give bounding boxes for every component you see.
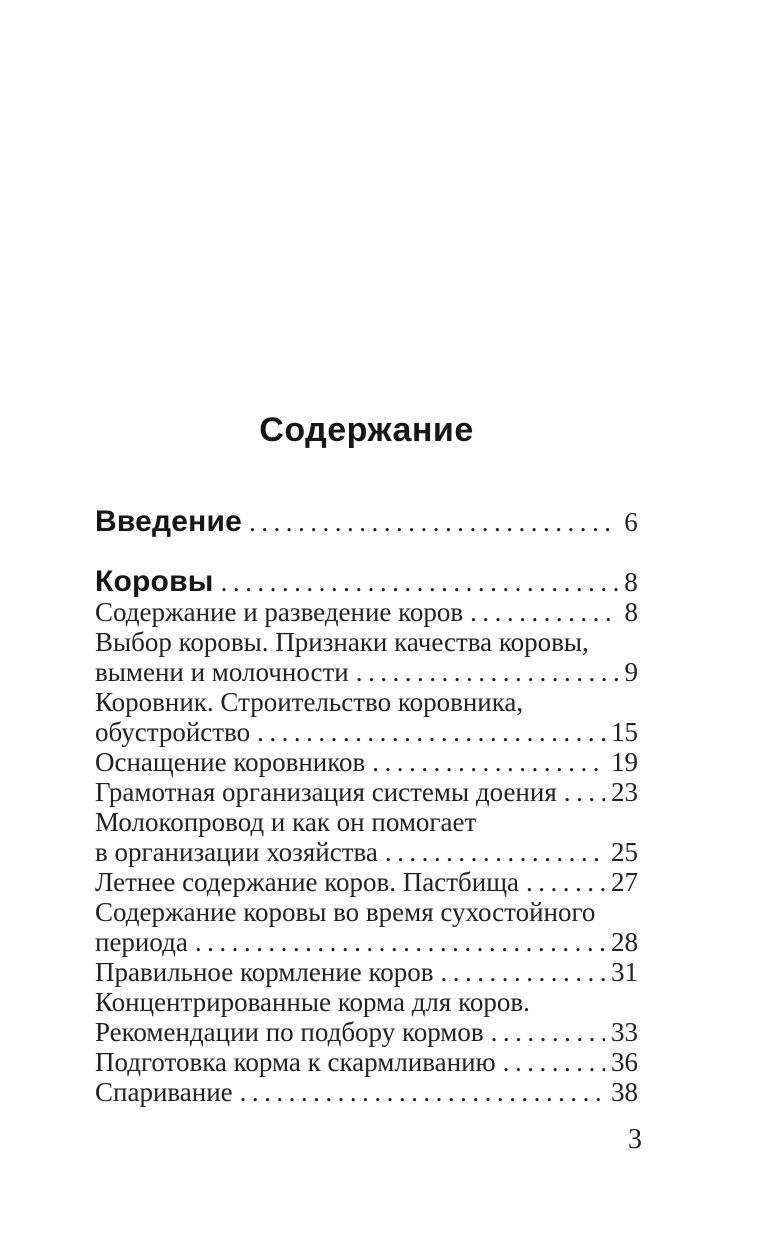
toc-line bbox=[95, 807, 638, 837]
toc-page-number: 15 bbox=[611, 717, 638, 747]
toc-entry bbox=[95, 867, 638, 897]
toc-entry bbox=[95, 567, 638, 597]
toc-page-number: 6 bbox=[624, 507, 638, 537]
toc-entry bbox=[95, 897, 638, 957]
toc-entry bbox=[95, 807, 638, 867]
toc-entry-title: Грамотная организация системы доения bbox=[95, 777, 557, 807]
folio-page-number: 3 bbox=[628, 1124, 642, 1155]
toc-list bbox=[95, 507, 638, 1107]
dot-leader bbox=[195, 927, 605, 957]
toc-entry-title: Оснащение коровников bbox=[95, 747, 366, 777]
dot-leader bbox=[385, 837, 605, 867]
toc-entry bbox=[95, 597, 638, 627]
toc-page-number: 19 bbox=[611, 747, 638, 777]
toc-page-number: 8 bbox=[624, 597, 638, 627]
toc-line bbox=[95, 687, 638, 717]
toc-page-number: 9 bbox=[624, 657, 638, 687]
toc-line bbox=[95, 717, 638, 747]
toc-line bbox=[95, 927, 638, 957]
toc-line bbox=[95, 987, 638, 1017]
toc-line bbox=[95, 597, 638, 627]
toc-entry bbox=[95, 747, 638, 777]
toc-entry-title: обустройство bbox=[95, 717, 251, 747]
dot-leader bbox=[503, 1047, 605, 1077]
toc-line bbox=[95, 567, 638, 597]
toc-line bbox=[95, 1047, 638, 1077]
toc-entry-title: Содержание и разведение коров bbox=[95, 597, 464, 627]
toc-line bbox=[95, 627, 638, 657]
toc-line bbox=[95, 897, 638, 927]
toc-page-number: 33 bbox=[611, 1017, 638, 1047]
toc-entry-title: Выбор коровы. Признаки качества коровы, bbox=[95, 627, 589, 657]
toc-entry-title: Подготовка корма к скармливанию bbox=[95, 1047, 496, 1077]
toc-page-number: 27 bbox=[611, 867, 638, 897]
toc-entry bbox=[95, 777, 638, 807]
dot-leader bbox=[257, 717, 605, 747]
toc-entry-title: Коровник. Строительство коровника, bbox=[95, 687, 524, 717]
dot-leader bbox=[356, 657, 619, 687]
toc-line bbox=[95, 837, 638, 867]
toc-line bbox=[95, 777, 638, 807]
toc-entry-title: Правильное кормление коров bbox=[95, 957, 434, 987]
toc-entry-title: Рекомендации по подбору кормов bbox=[95, 1017, 484, 1047]
toc-page-number: 25 bbox=[611, 837, 638, 867]
toc-line bbox=[95, 747, 638, 777]
toc-entry-title: Спаривание bbox=[95, 1077, 233, 1107]
dot-leader bbox=[441, 957, 606, 987]
toc-line bbox=[95, 1017, 638, 1047]
toc-entry bbox=[95, 687, 638, 747]
dot-leader bbox=[491, 1017, 605, 1047]
toc-page-number: 8 bbox=[624, 567, 638, 597]
toc-entry-title: периода bbox=[95, 927, 188, 957]
dot-leader bbox=[372, 747, 605, 777]
toc-entry bbox=[95, 1047, 638, 1077]
dot-leader bbox=[526, 867, 605, 897]
toc-page-number: 28 bbox=[611, 927, 638, 957]
toc-entry bbox=[95, 987, 638, 1047]
toc-line bbox=[95, 957, 638, 987]
dot-leader bbox=[564, 777, 605, 807]
toc-entry-title: Летнее содержание коров. Пастбища bbox=[95, 867, 519, 897]
toc-page-number: 23 bbox=[611, 777, 638, 807]
toc-line bbox=[95, 867, 638, 897]
toc-entry-title: вымени и молочности bbox=[95, 657, 349, 687]
toc-entry-title: Молокопровод и как он помогает bbox=[95, 807, 477, 837]
page-title: Содержание bbox=[259, 411, 474, 449]
toc-entry-title: Содержание коровы во время сухостойного bbox=[95, 897, 596, 927]
toc-line bbox=[95, 657, 638, 687]
dot-leader bbox=[470, 597, 618, 627]
toc-page-number: 38 bbox=[611, 1077, 638, 1107]
toc-line bbox=[95, 507, 638, 537]
toc-entry bbox=[95, 627, 638, 687]
toc-entry-title: Коровы bbox=[95, 565, 214, 598]
dot-leader bbox=[240, 1077, 605, 1107]
toc-entry-title: Введение bbox=[95, 505, 242, 538]
toc-page-number: 36 bbox=[611, 1047, 638, 1077]
toc-entry-title: в организации хозяйства bbox=[95, 837, 378, 867]
toc-entry bbox=[95, 507, 638, 537]
toc-entry bbox=[95, 957, 638, 987]
dot-leader bbox=[221, 567, 619, 597]
toc-entry-title: Концентрированные корма для коров. bbox=[95, 987, 530, 1017]
dot-leader bbox=[249, 507, 618, 537]
toc-page-number: 31 bbox=[611, 957, 638, 987]
toc-entry bbox=[95, 1077, 638, 1107]
toc-line bbox=[95, 1077, 638, 1107]
